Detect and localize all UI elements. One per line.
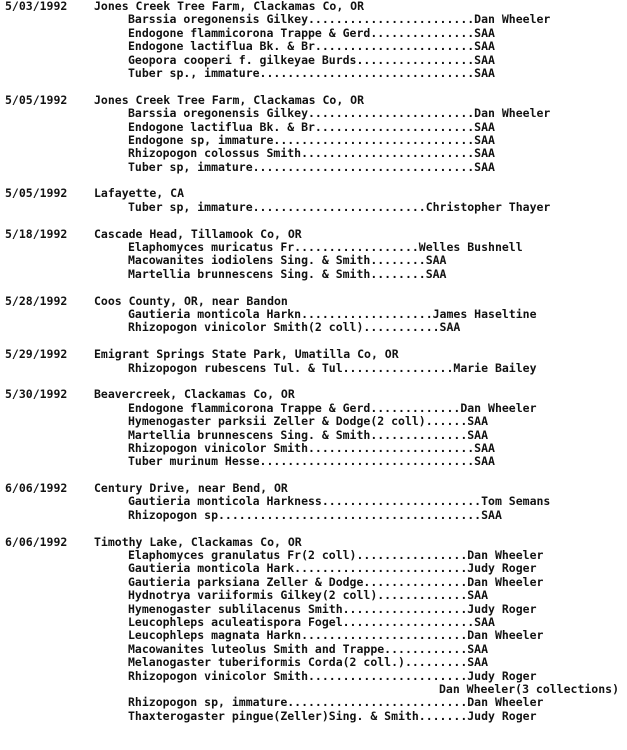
species-line: Elaphomyces muricatus Fr..................Welles Bushnell [128, 240, 523, 255]
species-row [5, 495, 625, 508]
collection-location: Beavercreek, Clackamas Co, OR [94, 387, 295, 402]
species-line: Tuber sp, immature.........................Christopher Thayer [128, 199, 551, 214]
species-row [5, 549, 625, 562]
collection-location: Lafayette, CA [94, 186, 185, 201]
species-row [5, 643, 625, 656]
species-collection-list [5, 0, 625, 736]
species-line: Hymenogaster parksii Zeller & Dodge(2 coll)......SAA [128, 414, 489, 429]
collection-date: 6/06/1992 [5, 481, 68, 496]
collection-date: 5/05/1992 [5, 92, 68, 107]
entry-header [5, 0, 625, 13]
species-line: Rhizopogon sp, immature..........................Dan Wheeler [128, 695, 544, 710]
collection-entry [5, 187, 625, 214]
species-line: Macowanites iodiolens Sing. & Smith........SAA [128, 253, 447, 268]
species-line: Macowanites luteolus Smith and Trappe............SAA [128, 641, 489, 656]
species-row [5, 442, 625, 455]
species-line: Melanogaster tuberiformis Corda(2 coll.).........SAA [128, 655, 489, 670]
species-row [5, 429, 625, 442]
collection-date: 5/03/1992 [5, 0, 68, 13]
species-row [5, 696, 625, 709]
species-line: Martellia brunnescens Sing. & Smith........SAA [128, 266, 447, 281]
collection-entry [5, 0, 625, 80]
species-line: Barssia oregonensis Gilkey........................Dan Wheeler [128, 106, 551, 121]
species-row [5, 13, 625, 26]
species-row [5, 67, 625, 80]
entry-header [5, 94, 625, 107]
species-line: Leucophleps magnata Harkn........................Dan Wheeler [128, 628, 544, 643]
species-line: Rhizopogon colossus Smith.........................SAA [128, 146, 495, 161]
collection-date: 5/05/1992 [5, 186, 68, 201]
species-line: Endogone sp, immature.............................SAA [128, 132, 495, 147]
species-line: Geopora cooperi f. gilkeyae Burds.................SAA [128, 52, 495, 67]
collection-date: 5/30/1992 [5, 387, 68, 402]
collection-entry [5, 348, 625, 375]
species-row [5, 576, 625, 589]
species-continuation: Dan Wheeler(3 collections) [438, 681, 619, 696]
species-row [5, 27, 625, 40]
species-row [5, 589, 625, 602]
entry-header [5, 187, 625, 200]
species-row [5, 415, 625, 428]
collection-entry [5, 228, 625, 282]
entry-header [5, 388, 625, 401]
species-line: Martellia brunnescens Sing. & Smith..............SAA [128, 427, 489, 442]
collection-location: Emigrant Springs State Park, Umatilla Co, OR [94, 347, 399, 362]
species-row [5, 268, 625, 281]
collection-date: 5/18/1992 [5, 226, 68, 241]
species-row [5, 40, 625, 53]
collection-entry [5, 482, 625, 522]
species-line: Rhizopogon vinicolor Smith(2 coll)...........SAA [128, 320, 461, 335]
species-row [5, 656, 625, 669]
entry-header [5, 295, 625, 308]
collection-location: Jones Creek Tree Farm, Clackamas Co, OR [94, 0, 365, 13]
collection-location: Jones Creek Tree Farm, Clackamas Co, OR [94, 92, 365, 107]
collection-date: 6/06/1992 [5, 534, 68, 549]
species-row [5, 241, 625, 254]
collection-entry [5, 536, 625, 723]
species-line: Gautieria monticola Harkness.......................Tom Semans [128, 494, 551, 509]
collection-date: 5/28/1992 [5, 293, 68, 308]
species-line: Hydnotrya variiformis Gilkey(2 coll).............SAA [128, 588, 489, 603]
collection-entry [5, 94, 625, 174]
species-line: Endogone lactiflua Bk. & Br.......................SAA [128, 119, 495, 134]
collection-date: 5/29/1992 [5, 347, 68, 362]
collection-location: Century Drive, near Bend, OR [94, 481, 288, 496]
species-line: Tuber sp, immature................................SAA [128, 159, 495, 174]
species-line: Leucophleps aculeatispora Fogel...................SAA [128, 614, 495, 629]
species-line: Endogone flammicorona Trappe & Gerd.............Dan Wheeler [128, 400, 537, 415]
species-row [5, 402, 625, 415]
collection-entry [5, 388, 625, 468]
species-row [5, 616, 625, 629]
entry-header [5, 536, 625, 549]
species-line: Tuber murinum Hesse...............................SAA [128, 454, 495, 469]
species-line: Gautieria parksiana Zeller & Dodge...............Dan Wheeler [128, 574, 544, 589]
collection-location: Coos County, OR, near Bandon [94, 293, 288, 308]
collection-location: Timothy Lake, Clackamas Co, OR [94, 534, 302, 549]
species-line: Endogone flammicorona Trappe & Gerd...............SAA [128, 25, 495, 40]
species-row [5, 147, 625, 160]
species-line: Gautieria monticola Hark.........................Judy Roger [128, 561, 537, 576]
species-row [5, 254, 625, 267]
species-line: Thaxterogaster pingue(Zeller)Sing. & Smith.......Judy Roger [128, 708, 537, 723]
entry-header [5, 348, 625, 361]
species-row [5, 455, 625, 468]
entry-header [5, 482, 625, 495]
species-row [5, 134, 625, 147]
species-line: Rhizopogon vinicolor Smith........................SAA [128, 440, 495, 455]
species-line: Rhizopogon vinicolor Smith.......................Judy Roger [128, 668, 537, 683]
species-row [5, 121, 625, 134]
species-row [5, 308, 625, 321]
species-line: Endogone lactiflua Bk. & Br.......................SAA [128, 39, 495, 54]
species-row [5, 161, 625, 174]
species-row [5, 107, 625, 120]
entry-header [5, 228, 625, 241]
species-line: Rhizopogon sp......................................SAA [128, 507, 502, 522]
species-row [5, 362, 625, 375]
species-line: Rhizopogon rubescens Tul. & Tul................Marie Bailey [128, 360, 537, 375]
species-row [5, 321, 625, 334]
species-row [5, 562, 625, 575]
species-line: Gautieria monticola Harkn...................James Haseltine [128, 306, 537, 321]
collection-entry [5, 295, 625, 335]
species-row [5, 683, 625, 696]
species-row [5, 710, 625, 723]
species-row [5, 54, 625, 67]
species-line: Barssia oregonensis Gilkey........................Dan Wheeler [128, 12, 551, 27]
species-row [5, 509, 625, 522]
species-row [5, 603, 625, 616]
species-row [5, 670, 625, 683]
species-row [5, 201, 625, 214]
species-row [5, 629, 625, 642]
collection-location: Cascade Head, Tillamook Co, OR [94, 226, 302, 241]
species-line: Hymenogaster sublilacenus Smith..................Judy Roger [128, 601, 537, 616]
species-line: Tuber sp., immature...............................SAA [128, 65, 495, 80]
species-line: Elaphomyces granulatus Fr(2 coll)................Dan Wheeler [128, 548, 544, 563]
